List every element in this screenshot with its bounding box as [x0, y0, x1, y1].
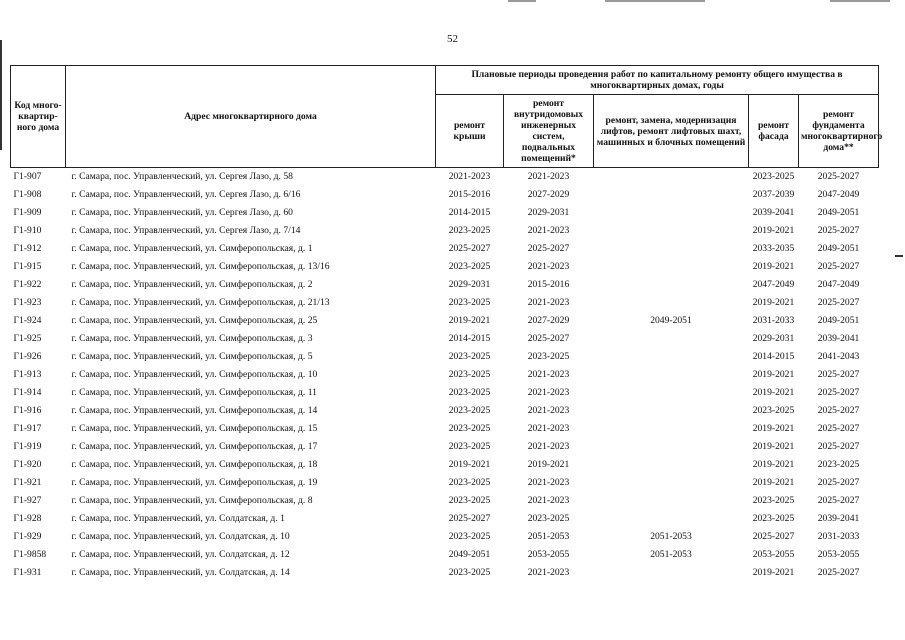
house-code: Г1-921 — [13, 477, 42, 488]
roof-period: 2023-2025 — [448, 531, 491, 542]
house-address: г. Самара, пос. Управленческий, ул. Сергея Лазо, д. 58 — [71, 171, 293, 182]
systems-period: 2021-2023 — [527, 369, 570, 380]
house-address: г. Самара, пос. Управленческий, ул. Сергея Лазо, д. 6/16 — [71, 189, 301, 200]
house-address: г. Самара, пос. Управленческий, ул. Симферопольская, д. 10 — [71, 369, 318, 380]
scan-artifact — [605, 0, 705, 2]
house-address: г. Самара, пос. Управленческий, ул. Сергея Лазо, д. 60 — [71, 207, 293, 218]
systems-period: 2027-2029 — [527, 189, 570, 200]
systems-period: 2023-2025 — [527, 513, 570, 524]
house-code: Г1-908 — [13, 189, 42, 200]
house-address: г. Самара, пос. Управленческий, ул. Симферопольская, д. 13/16 — [71, 261, 330, 272]
table-row — [11, 546, 879, 564]
house-code: Г1-909 — [13, 207, 42, 218]
systems-period: 2019-2021 — [527, 459, 570, 470]
house-code: Г1-916 — [13, 405, 42, 416]
facade-period: 2053-2055 — [752, 549, 795, 560]
elevators-period — [594, 294, 749, 312]
table-row — [11, 474, 879, 492]
margin-mark — [0, 40, 2, 150]
foundation-period: 2039-2041 — [817, 333, 860, 344]
roof-period: 2023-2025 — [448, 261, 491, 272]
roof-period: 2023-2025 — [448, 369, 491, 380]
roof-period: 2014-2015 — [448, 207, 491, 218]
house-code: Г1-924 — [13, 315, 42, 326]
foundation-period: 2053-2055 — [817, 549, 860, 560]
systems-period: 2025-2027 — [527, 243, 570, 254]
header-code: Код много-квартир-ного дома — [11, 66, 66, 168]
roof-period: 2023-2025 — [448, 351, 491, 362]
house-code: Г1-919 — [13, 441, 42, 452]
roof-period: 2019-2021 — [448, 459, 491, 470]
foundation-period: 2025-2027 — [817, 387, 860, 398]
systems-period: 2021-2023 — [527, 477, 570, 488]
house-address: г. Самара, пос. Управленческий, ул. Симферопольская, д. 5 — [71, 351, 313, 362]
facade-period: 2023-2025 — [752, 513, 795, 524]
facade-period: 2014-2015 — [752, 351, 795, 362]
table-row — [11, 402, 879, 420]
foundation-period: 2039-2041 — [817, 513, 860, 524]
roof-period: 2023-2025 — [448, 423, 491, 434]
facade-period: 2033-2035 — [752, 243, 795, 254]
house-address: г. Самара, пос. Управленческий, ул. Солдатская, д. 10 — [71, 531, 290, 542]
table-row — [11, 276, 879, 294]
facade-period: 2039-2041 — [752, 207, 795, 218]
elevators-period — [594, 564, 749, 582]
elevators-period — [594, 402, 749, 420]
house-code: Г1-931 — [13, 567, 42, 578]
house-code: Г1-910 — [13, 225, 42, 236]
scan-artifact — [508, 0, 536, 2]
header-elevators: ремонт, замена, модернизация лифтов, ремонт лифтовых шахт, машинных и блочных помещений — [594, 95, 749, 168]
facade-period: 2019-2021 — [752, 387, 795, 398]
table-row — [11, 564, 879, 582]
foundation-period: 2025-2027 — [817, 477, 860, 488]
table-row — [11, 222, 879, 240]
elevators-period — [594, 456, 749, 474]
elevators-period: 2049-2051 — [650, 315, 692, 326]
foundation-period: 2031-2033 — [817, 531, 860, 542]
systems-period: 2025-2027 — [527, 333, 570, 344]
house-address: г. Самара, пос. Управленческий, ул. Симферопольская, д. 25 — [71, 315, 318, 326]
header-address: Адрес многоквартирного дома — [66, 66, 436, 168]
foundation-period: 2025-2027 — [817, 261, 860, 272]
table-row — [11, 528, 879, 546]
foundation-period: 2025-2027 — [817, 423, 860, 434]
elevators-period — [594, 240, 749, 258]
roof-period: 2023-2025 — [448, 297, 491, 308]
roof-period: 2029-2031 — [448, 279, 491, 290]
facade-period: 2019-2021 — [752, 297, 795, 308]
header-systems: ремонт внутридомовых инженерных систем, подвальных помещений* — [504, 95, 594, 168]
facade-period: 2031-2033 — [752, 315, 795, 326]
house-code: Г1-913 — [13, 369, 42, 380]
systems-period: 2027-2029 — [527, 315, 570, 326]
elevators-period — [594, 474, 749, 492]
systems-period: 2051-2053 — [527, 531, 570, 542]
table-row — [11, 348, 879, 366]
house-address: г. Самара, пос. Управленческий, ул. Солдатская, д. 1 — [71, 513, 285, 524]
house-address: г. Самара, пос. Управленческий, ул. Симферопольская, д. 1 — [71, 243, 313, 254]
house-address: г. Самара, пос. Управленческий, ул. Симферопольская, д. 8 — [71, 495, 313, 506]
house-address: г. Самара, пос. Управленческий, ул. Солдатская, д. 12 — [71, 549, 290, 560]
house-code: Г1-9858 — [13, 549, 47, 560]
facade-period: 2019-2021 — [752, 369, 795, 380]
roof-period: 2023-2025 — [448, 225, 491, 236]
systems-period: 2029-2031 — [527, 207, 570, 218]
roof-period: 2014-2015 — [448, 333, 491, 344]
elevators-period: 2051-2053 — [650, 531, 692, 542]
facade-period: 2023-2025 — [752, 405, 795, 416]
systems-period: 2021-2023 — [527, 567, 570, 578]
elevators-period — [594, 330, 749, 348]
facade-period: 2019-2021 — [752, 441, 795, 452]
house-address: г. Самара, пос. Управленческий, ул. Симферопольская, д. 15 — [71, 423, 318, 434]
table-row — [11, 384, 879, 402]
systems-period: 2021-2023 — [527, 405, 570, 416]
elevators-period — [594, 510, 749, 528]
table-row — [11, 258, 879, 276]
house-code: Г1-927 — [13, 495, 42, 506]
table-row — [11, 492, 879, 510]
table-row — [11, 186, 879, 204]
elevators-period — [594, 276, 749, 294]
foundation-period: 2041-2043 — [817, 351, 860, 362]
systems-period: 2021-2023 — [527, 297, 570, 308]
capital-repair-table — [10, 65, 883, 582]
facade-period: 2019-2021 — [752, 567, 795, 578]
house-address: г. Самара, пос. Управленческий, ул. Симферопольская, д. 3 — [71, 333, 313, 344]
margin-dash — [895, 255, 903, 257]
elevators-period — [594, 348, 749, 366]
facade-period: 2023-2025 — [752, 171, 795, 182]
facade-period: 2019-2021 — [752, 459, 795, 470]
systems-period: 2021-2023 — [527, 225, 570, 236]
house-address: г. Самара, пос. Управленческий, ул. Симферопольская, д. 11 — [71, 387, 317, 398]
foundation-period: 2025-2027 — [817, 405, 860, 416]
roof-period: 2015-2016 — [448, 189, 491, 200]
house-code: Г1-917 — [13, 423, 42, 434]
house-address: г. Самара, пос. Управленческий, ул. Симферопольская, д. 17 — [71, 441, 318, 452]
roof-period: 2025-2027 — [448, 513, 491, 524]
house-address: г. Самара, пос. Управленческий, ул. Симферопольская, д. 14 — [71, 405, 318, 416]
house-address: г. Самара, пос. Управленческий, ул. Сергея Лазо, д. 7/14 — [71, 225, 301, 236]
facade-period: 2019-2021 — [752, 423, 795, 434]
house-code: Г1-907 — [13, 171, 42, 182]
table-row — [11, 438, 879, 456]
house-code: Г1-926 — [13, 351, 42, 362]
facade-period: 2019-2021 — [752, 261, 795, 272]
foundation-period: 2025-2027 — [817, 225, 860, 236]
table-row — [11, 510, 879, 528]
house-code: Г1-915 — [13, 261, 42, 272]
table-row — [11, 366, 879, 384]
house-address: г. Самара, пос. Управленческий, ул. Симферопольская, д. 18 — [71, 459, 318, 470]
facade-period: 2023-2025 — [752, 495, 795, 506]
systems-period: 2021-2023 — [527, 441, 570, 452]
foundation-period: 2049-2051 — [817, 207, 860, 218]
table-row — [11, 420, 879, 438]
systems-period: 2023-2025 — [527, 351, 570, 362]
roof-period: 2023-2025 — [448, 441, 491, 452]
systems-period: 2021-2023 — [527, 495, 570, 506]
table-row — [11, 204, 879, 222]
roof-period: 2023-2025 — [448, 387, 491, 398]
house-address: г. Самара, пос. Управленческий, ул. Симферопольская, д. 2 — [71, 279, 313, 290]
foundation-period: 2049-2051 — [817, 315, 860, 326]
house-code: Г1-920 — [13, 459, 42, 470]
foundation-period: 2025-2027 — [817, 495, 860, 506]
table-row — [11, 294, 879, 312]
roof-period: 2049-2051 — [448, 549, 491, 560]
foundation-period: 2025-2027 — [817, 567, 860, 578]
facade-period: 2019-2021 — [752, 225, 795, 236]
roof-period: 2019-2021 — [448, 315, 491, 326]
facade-period: 2037-2039 — [752, 189, 795, 200]
roof-period: 2025-2027 — [448, 243, 491, 254]
elevators-period — [594, 222, 749, 240]
house-code: Г1-928 — [13, 513, 42, 524]
facade-period: 2025-2027 — [752, 531, 795, 542]
house-code: Г1-925 — [13, 333, 42, 344]
scan-artifact — [830, 0, 890, 2]
house-code: Г1-929 — [13, 531, 42, 542]
house-address: г. Самара, пос. Управленческий, ул. Солдатская, д. 14 — [71, 567, 290, 578]
foundation-period: 2023-2025 — [817, 459, 860, 470]
table-row — [11, 240, 879, 258]
house-address: г. Самара, пос. Управленческий, ул. Симферопольская, д. 21/13 — [71, 297, 330, 308]
foundation-period: 2025-2027 — [817, 369, 860, 380]
house-address: г. Самара, пос. Управленческий, ул. Симферопольская, д. 19 — [71, 477, 318, 488]
roof-period: 2023-2025 — [448, 567, 491, 578]
facade-period: 2047-2049 — [752, 279, 795, 290]
table-row — [11, 312, 879, 330]
systems-period: 2021-2023 — [527, 387, 570, 398]
systems-period: 2021-2023 — [527, 423, 570, 434]
elevators-period — [594, 168, 749, 187]
header-periods: Плановые периоды проведения работ по капитальному ремонту общего имущества в многоквартирных домах, годы — [436, 66, 879, 95]
roof-period: 2021-2023 — [448, 171, 491, 182]
elevators-period — [594, 204, 749, 222]
elevators-period — [594, 492, 749, 510]
foundation-period: 2025-2027 — [817, 297, 860, 308]
foundation-period: 2047-2049 — [817, 279, 860, 290]
roof-period: 2023-2025 — [448, 495, 491, 506]
systems-period: 2053-2055 — [527, 549, 570, 560]
table-row — [11, 168, 879, 187]
systems-period: 2015-2016 — [527, 279, 570, 290]
header-roof: ремонт крыши — [436, 95, 504, 168]
elevators-period — [594, 384, 749, 402]
page-number: 52 — [447, 33, 458, 45]
elevators-period — [594, 438, 749, 456]
house-code: Г1-912 — [13, 243, 42, 254]
elevators-period — [594, 258, 749, 276]
foundation-period: 2025-2027 — [817, 441, 860, 452]
elevators-period — [594, 366, 749, 384]
table-row — [11, 330, 879, 348]
elevators-period: 2051-2053 — [650, 549, 692, 560]
table-row — [11, 456, 879, 474]
facade-period: 2019-2021 — [752, 477, 795, 488]
house-code: Г1-923 — [13, 297, 42, 308]
systems-period: 2021-2023 — [527, 171, 570, 182]
header-foundation: ремонт фундамента многоквартирного дома** — [799, 95, 879, 168]
foundation-period: 2049-2051 — [817, 243, 860, 254]
foundation-period: 2047-2049 — [817, 189, 860, 200]
elevators-period — [594, 186, 749, 204]
facade-period: 2029-2031 — [752, 333, 795, 344]
header-facade: ремонт фасада — [749, 95, 799, 168]
elevators-period — [594, 420, 749, 438]
systems-period: 2021-2023 — [527, 261, 570, 272]
roof-period: 2023-2025 — [448, 477, 491, 488]
house-code: Г1-914 — [13, 387, 42, 398]
house-code: Г1-922 — [13, 279, 42, 290]
roof-period: 2023-2025 — [448, 405, 491, 416]
foundation-period: 2025-2027 — [817, 171, 860, 182]
